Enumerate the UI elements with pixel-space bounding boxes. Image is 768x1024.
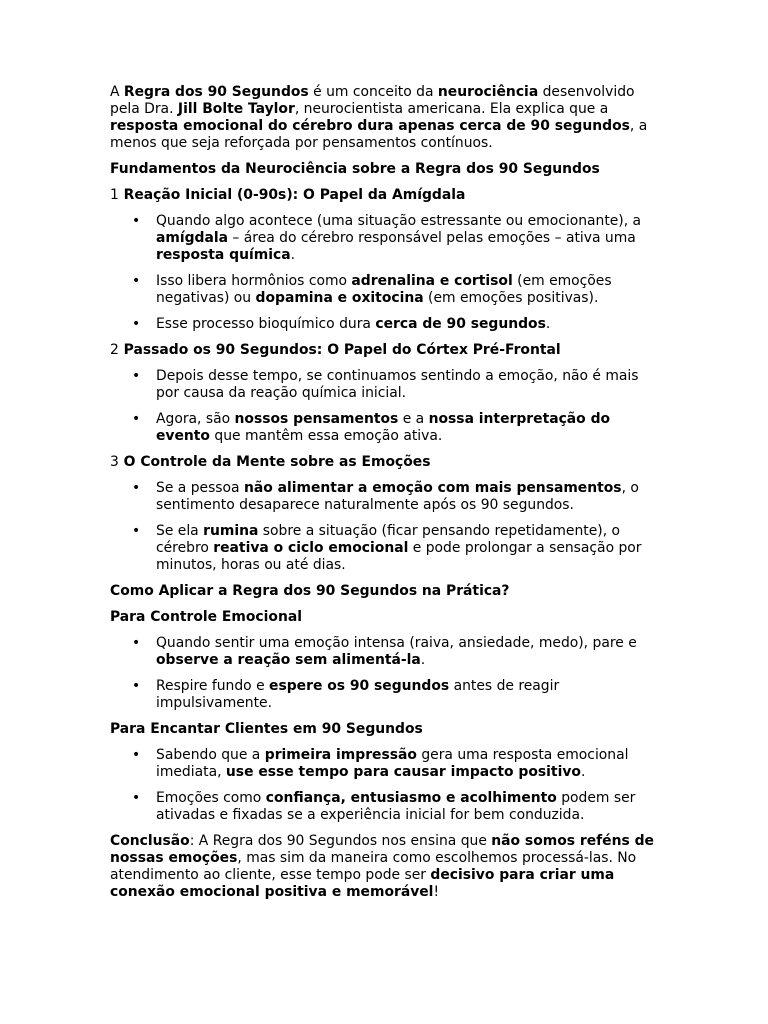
- text: Agora, são: [156, 411, 235, 427]
- list-item: [156, 523, 660, 574]
- text: Quando sentir uma emoção intensa (raiva, ansiedade, medo), pare e: [156, 635, 637, 651]
- text: .: [420, 652, 426, 668]
- section-3-list: [110, 480, 660, 574]
- heading-text: Fundamentos da Neurociência sobre a Regra dos 90 Segundos: [110, 161, 600, 177]
- text: e pode prolongar a sensação por minutos, horas ou até dias.: [156, 540, 642, 573]
- text: é um conceito da: [308, 84, 438, 100]
- text: , o sentimento desaparece naturalmente após os 90 segundos.: [156, 480, 639, 513]
- text: , neurocientista americana. Ela explica que a: [294, 101, 609, 117]
- bold-text: reativa o ciclo emocional: [213, 540, 409, 556]
- section-1-list: [110, 213, 660, 333]
- text: .: [545, 316, 551, 332]
- text: Respire fundo e: [156, 678, 270, 694]
- text: – área do cérebro responsável pelas emoções – ativa uma: [228, 230, 636, 246]
- term: neurociência: [437, 84, 539, 100]
- section-number: 1: [110, 187, 119, 203]
- text: antes de reagir impulsivamente.: [156, 678, 560, 711]
- text: sobre a situação (ficar pensando repetidamente), o cérebro: [156, 523, 621, 556]
- bold-text: primeira impressão: [264, 747, 417, 763]
- bold-text: dopamina e oxitocina: [255, 290, 424, 306]
- text: .: [580, 764, 586, 780]
- list-item: [156, 368, 660, 402]
- list-item: [156, 790, 660, 824]
- section-title: Para Controle Emocional: [110, 609, 302, 625]
- text: A: [110, 84, 124, 100]
- heading-pratica: [110, 583, 660, 600]
- heading-fundamentos: [110, 161, 660, 178]
- text: : A Regra dos 90 Segundos nos ensina que: [189, 833, 492, 849]
- clientes-list: [110, 747, 660, 824]
- text: Sabendo que a: [156, 747, 265, 763]
- list-item: [156, 747, 660, 781]
- text: !: [433, 884, 440, 900]
- text: Se a pessoa: [156, 480, 244, 496]
- author-name: Jill Bolte Taylor: [177, 101, 295, 117]
- section-2-list: [110, 368, 660, 445]
- controle-heading: [110, 609, 660, 626]
- bold-text: use esse tempo para causar impacto positivo: [225, 764, 581, 780]
- text: que mantêm essa emoção ativa.: [209, 428, 443, 444]
- text: Emoções como: [156, 790, 266, 806]
- section-2-heading: [110, 342, 660, 359]
- bold-text: resposta química: [156, 247, 291, 263]
- text: , a menos que seja reforçada por pensamentos contínuos.: [110, 118, 648, 151]
- bold-text: nossos pensamentos: [234, 411, 399, 427]
- text: Se ela: [156, 523, 204, 539]
- conclusion-label: Conclusão: [110, 833, 190, 849]
- section-title: Reação Inicial (0-90s): O Papel da Amígdala: [118, 187, 466, 203]
- bold-text: nossa interpretação do evento: [156, 411, 611, 444]
- text: (em emoções negativas) ou: [156, 273, 612, 306]
- bold-text: não somos reféns de nossas emoções: [110, 833, 654, 866]
- document-page: [110, 84, 660, 910]
- section-3-heading: [110, 454, 660, 471]
- bold-text: adrenalina e cortisol: [351, 273, 513, 289]
- rule-name: Regra dos 90 Segundos: [123, 84, 309, 100]
- bold-text: observe a reação sem alimentá-la: [156, 652, 421, 668]
- text: Quando algo acontece (uma situação estressante ou emocionante), a: [156, 213, 642, 229]
- list-item: [156, 213, 660, 264]
- conclusion-paragraph: [110, 833, 660, 901]
- list-item: [156, 635, 660, 669]
- bold-text: confiança, entusiasmo e acolhimento: [265, 790, 557, 806]
- text: e a: [398, 411, 429, 427]
- list-item: [156, 480, 660, 514]
- bold-text: espere os 90 segundos: [269, 678, 450, 694]
- heading-text: Como Aplicar a Regra dos 90 Segundos na Prática?: [110, 583, 510, 599]
- text: Esse processo bioquímico dura: [156, 316, 376, 332]
- list-item: [156, 316, 660, 333]
- controle-list: [110, 635, 660, 712]
- clientes-heading: [110, 721, 660, 738]
- section-title: Para Encantar Clientes em 90 Segundos: [110, 721, 423, 737]
- section-title: O Controle da Mente sobre as Emoções: [118, 454, 431, 470]
- list-item: [156, 273, 660, 307]
- section-number: 2: [110, 342, 119, 358]
- intro-paragraph: [110, 84, 660, 152]
- list-item: [156, 678, 660, 712]
- text: gera uma resposta emocional imediata,: [156, 747, 629, 780]
- section-number: 3: [110, 454, 119, 470]
- text: , mas sim da maneira como escolhemos processá-las. No atendimento ao cliente, esse tempo pode ser: [110, 850, 637, 883]
- bold-text: cerca de 90 segundos: [375, 316, 546, 332]
- text: desenvolvido pela Dra.: [110, 84, 635, 117]
- text: Isso libera hormônios como: [156, 273, 352, 289]
- section-1-heading: [110, 187, 660, 204]
- bold-text: decisivo para criar uma conexão emocional positiva e memorável: [110, 867, 615, 900]
- text: podem ser ativadas e fixadas se a experiência inicial for bem conduzida.: [156, 790, 636, 823]
- bold-text: rumina: [203, 523, 259, 539]
- text: Depois desse tempo, se continuamos sentindo a emoção, não é mais por causa da reação química inicial.: [156, 368, 639, 401]
- text: .: [290, 247, 296, 263]
- key-claim: resposta emocional do cérebro dura apenas cerca de 90 segundos: [110, 118, 630, 134]
- text: (em emoções positivas).: [423, 290, 599, 306]
- section-title: Passado os 90 Segundos: O Papel do Córtex Pré-Frontal: [118, 342, 561, 358]
- bold-text: amígdala: [156, 230, 229, 246]
- list-item: [156, 411, 660, 445]
- bold-text: não alimentar a emoção com mais pensamentos: [243, 480, 622, 496]
